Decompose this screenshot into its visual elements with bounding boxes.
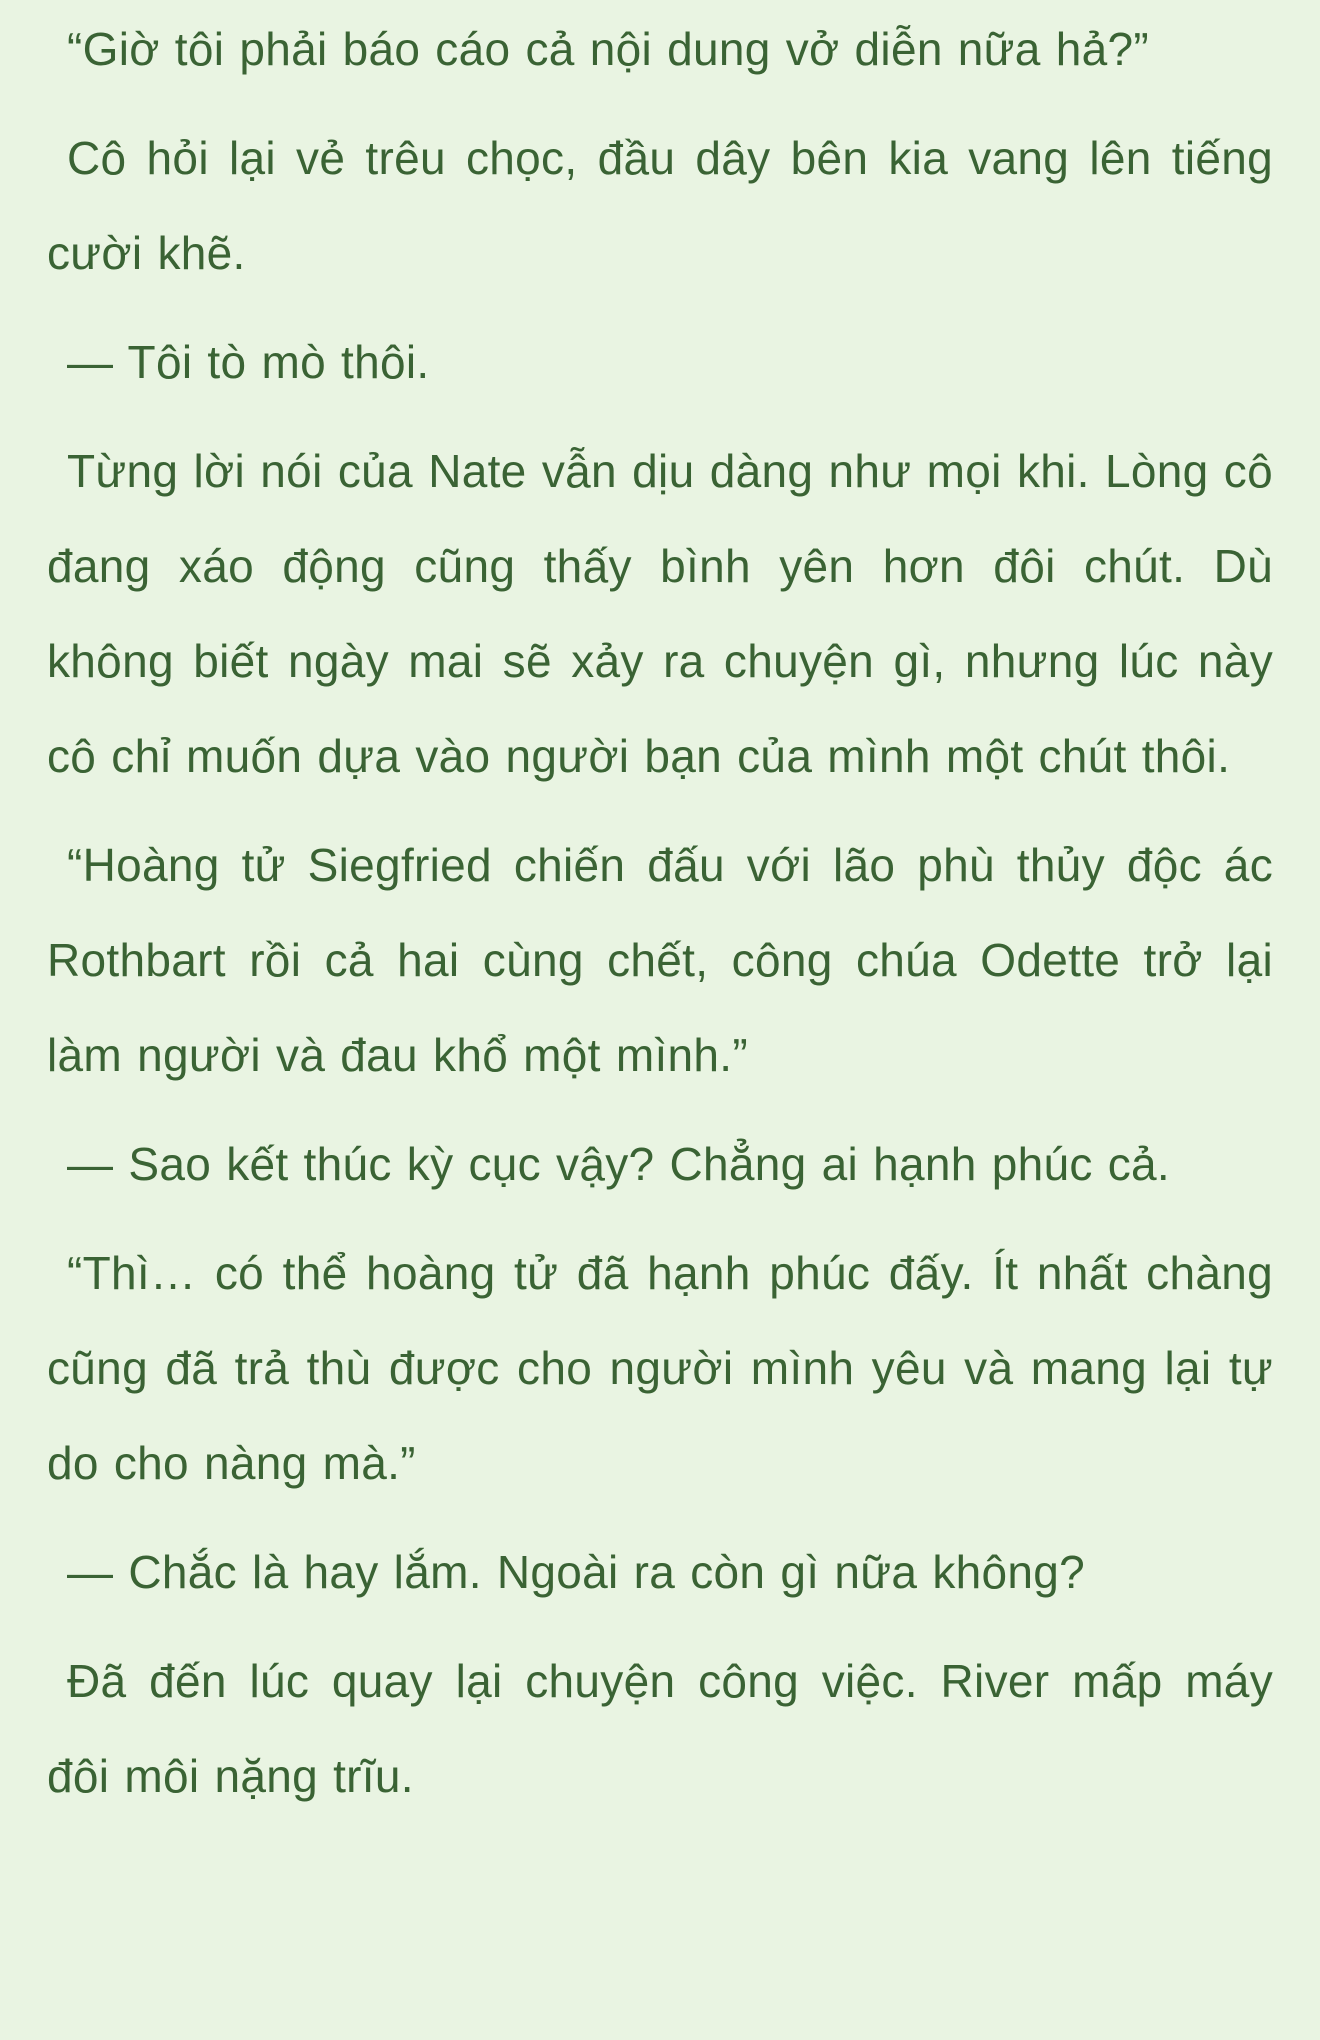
- paragraph: Đã đến lúc quay lại chuyện công việc. River mấp máy đôi môi nặng trĩu.: [47, 1655, 1273, 1802]
- paragraph: — Sao kết thúc kỳ cục vậy? Chẳng ai hạnh phúc cả.: [67, 1138, 1170, 1190]
- paragraph: “Thì… có thể hoàng tử đã hạnh phúc đấy. Ít nhất chàng cũng đã trả thù được cho người mình yêu và mang lại tự do cho nàng mà.”: [47, 1247, 1273, 1489]
- paragraph: Từng lời nói của Nate vẫn dịu dàng như mọi khi. Lòng cô đang xáo động cũng thấy bình yên hơn đôi chút. Dù không biết ngày mai sẽ xảy ra chuyện gì, nhưng lúc này cô chỉ muốn dựa vào người bạn của mình một chút thôi.: [47, 445, 1273, 782]
- paragraph: — Chắc là hay lắm. Ngoài ra còn gì nữa không?: [67, 1546, 1086, 1598]
- paragraph: “Hoàng tử Siegfried chiến đấu với lão phù thủy độc ác Rothbart rồi cả hai cùng chết, công chúa Odette trở lại làm người và đau khổ một mình.”: [47, 839, 1273, 1081]
- paragraph: Cô hỏi lại vẻ trêu chọc, đầu dây bên kia vang lên tiếng cười khẽ.: [47, 132, 1273, 279]
- paragraph: “Giờ tôi phải báo cáo cả nội dung vở diễn nữa hả?”: [67, 23, 1149, 75]
- paragraph: — Tôi tò mò thôi.: [67, 336, 430, 388]
